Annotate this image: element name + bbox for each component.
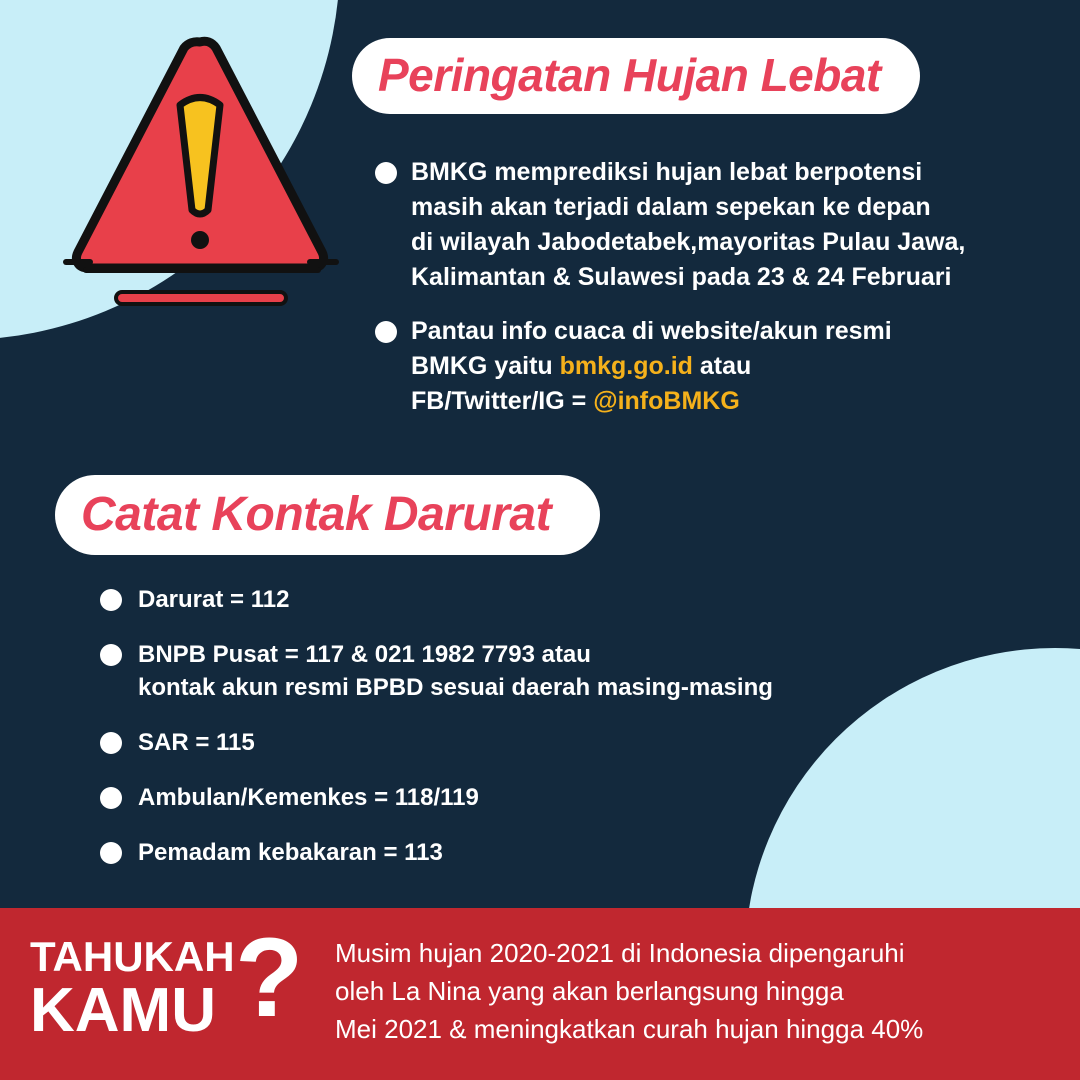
text-line: masih akan terjadi dalam sepekan ke depan — [411, 193, 931, 221]
text-line: FB/Twitter/IG = — [411, 387, 594, 415]
contact-item — [100, 638, 880, 704]
banner-heading-line2: KAMU — [30, 976, 216, 1045]
contact-item — [100, 781, 880, 814]
warning-triangle-icon — [60, 30, 350, 310]
contact-text: kontak akun resmi BPBD sesuai daerah masing-masing — [138, 674, 773, 701]
section-title-warning: Peringatan Hujan Lebat — [378, 49, 881, 101]
contact-text: Ambulan/Kemenkes = 118/119 — [138, 784, 479, 811]
banner-fact-text — [335, 934, 1055, 1048]
title-pill-contacts — [55, 475, 600, 555]
contact-item — [100, 726, 880, 759]
bullet-dot — [100, 589, 122, 611]
bullet-dot — [100, 842, 122, 864]
bullet-dot — [375, 162, 397, 184]
section-title-contacts: Catat Kontak Darurat — [81, 488, 552, 541]
bullet-dot — [375, 321, 397, 343]
bmkg-website-link[interactable]: bmkg.go.id — [559, 352, 693, 380]
bmkg-social-handle[interactable]: @infoBMKG — [593, 387, 740, 415]
contact-text: Darurat = 112 — [138, 586, 290, 613]
text-line: Pantau info cuaca di website/akun resmi — [411, 317, 892, 345]
text-line: atau — [692, 352, 752, 380]
text-line: Kalimantan & Sulawesi pada 23 & 24 Februari — [411, 263, 952, 291]
warning-info-list — [375, 155, 1055, 438]
text-line: BMKG yaitu — [411, 352, 560, 380]
text-line: di wilayah Jabodetabek,mayoritas Pulau Jawa, — [411, 228, 966, 256]
title-pill-warning — [352, 38, 920, 114]
text-line: Musim hujan 2020-2021 di Indonesia dipengaruhi — [335, 938, 905, 968]
question-mark-icon: ? — [235, 915, 304, 1040]
emergency-contact-list — [100, 583, 880, 891]
list-item — [375, 314, 1055, 419]
contact-item — [100, 583, 880, 616]
bullet-dot — [100, 644, 122, 666]
bullet-dot — [100, 732, 122, 754]
text-line: BMKG memprediksi hujan lebat berpotensi — [411, 158, 923, 186]
banner-heading-line1: TAHUKAH — [30, 933, 235, 980]
contact-text: SAR = 115 — [138, 729, 255, 756]
bullet-dot — [100, 787, 122, 809]
contact-text: BNPB Pusat = 117 & 021 1982 7793 atau — [138, 641, 591, 668]
did-you-know-banner — [0, 908, 1080, 1080]
list-item — [375, 155, 1055, 295]
text-line: Mei 2021 & meningkatkan curah hujan hingga 40% — [335, 1014, 924, 1044]
text-line: oleh La Nina yang akan berlangsung hingga — [335, 976, 844, 1006]
contact-text: Pemadam kebakaran = 113 — [138, 839, 443, 866]
contact-item — [100, 836, 880, 869]
banner-heading — [30, 933, 235, 1045]
